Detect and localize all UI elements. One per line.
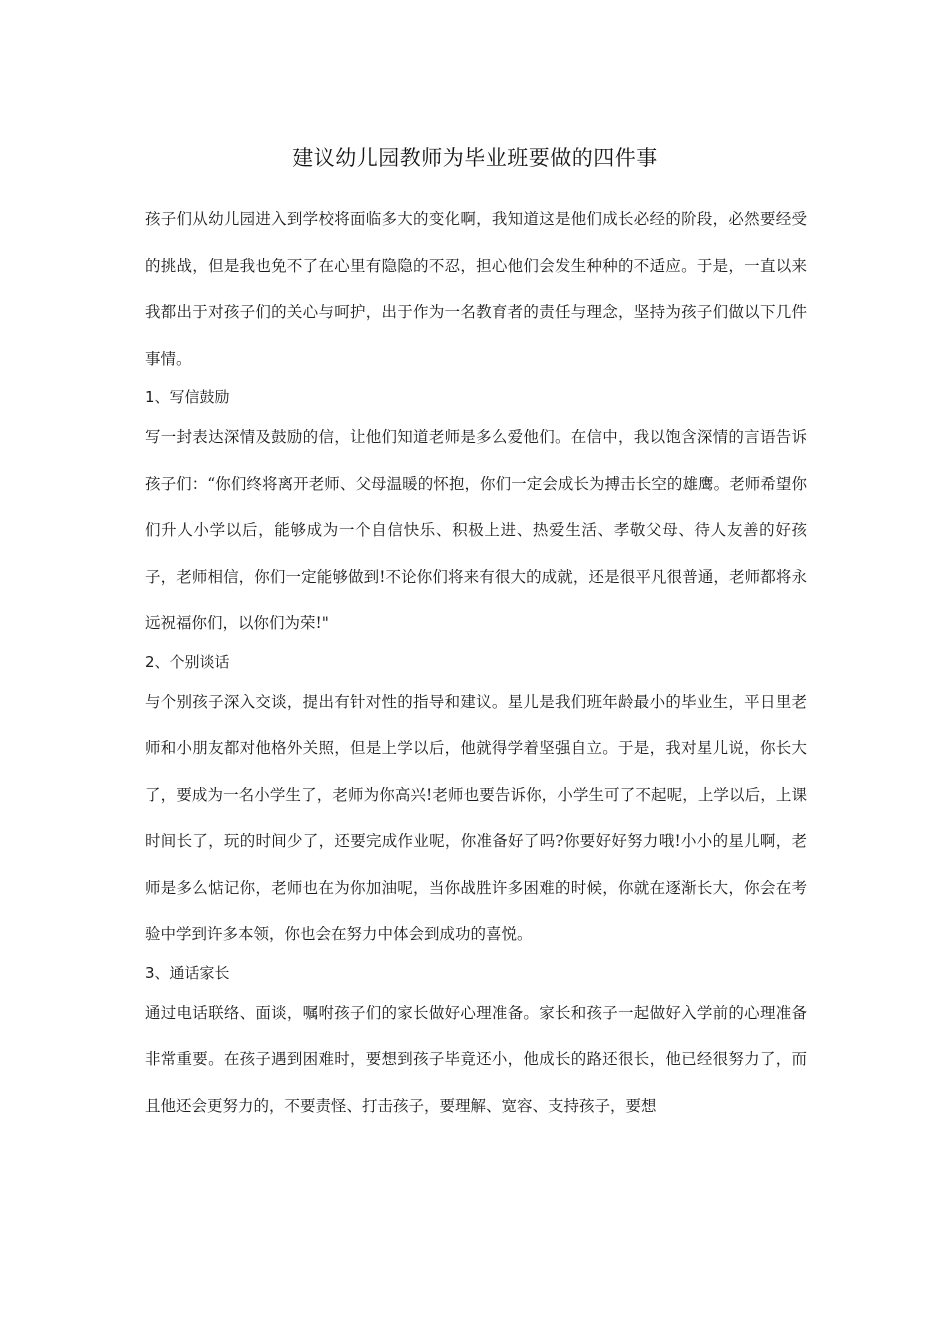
intro-paragraph: 孩子们从幼儿园进入到学校将面临多大的变化啊，我知道这是他们成长必经的阶段，必然要经受的挑战，但是我也免不了在心里有隐隐的不忍，担心他们会发生种种的不适应。于是，一直以来我都出于对孩子们的关心与呵护，出于作为一名教育者的责任与理念，坚持为孩子们做以下几件事情。: [145, 210, 807, 368]
section-body-2: 与个别孩子深入交谈，提出有针对性的指导和建议。星儿是我们班年龄最小的毕业生，平日里老师和小朋友都对他格外关照，但是上学以后，他就得学着坚强自立。于是，我对星儿说，你长大了，要成为一名小学生了，老师为你高兴!老师也要告诉你，小学生可了不起呢，上学以后，上课时间长了，玩的时间少了，还要完成作业呢，你准备好了吗?你要好好努力哦!小小的星儿啊，老师是多么惦记你，老师也在为你加油呢，当你战胜许多困难的时候，你就在逐渐长大，你会在考验中学到许多本领，你也会在努力中体会到成功的喜悦。: [145, 692, 807, 943]
document-body: [145, 196, 807, 1129]
section-heading-1: 1、写信鼓励: [145, 388, 230, 406]
document-title: 建议幼儿园教师为毕业班要做的四件事: [292, 146, 658, 170]
section-body-3: 通过电话联络、面谈，嘱咐孩子们的家长做好心理准备。家长和孩子一起做好入学前的心理准备非常重要。在孩子遇到困难时，要想到孩子毕竟还小，他成长的路还很长，他已经很努力了，而且他还会更努力的，不要责怪、打击孩子，要理解、宽容、支持孩子，要想: [145, 1003, 807, 1115]
section-heading-2: 2、个别谈话: [145, 652, 230, 671]
section-body-1: 写一封表达深情及鼓励的信，让他们知道老师是多么爱他们。在信中，我以饱含深情的言语告诉孩子们：“你们终将离开老师、父母温暖的怀抱，你们一定会成长为搏击长空的雄鹰。老师希望你们升人小学以后，能够成为一个自信快乐、积极上进、热爱生活、孝敬父母、待人友善的好孩子，老师相信，你们一定能够做到!不论你们将来有很大的成就，还是很平凡很普通，老师都将永远祝福你们，以你们为荣!": [145, 428, 807, 632]
section-heading-3: 3、通话家长: [145, 963, 230, 982]
